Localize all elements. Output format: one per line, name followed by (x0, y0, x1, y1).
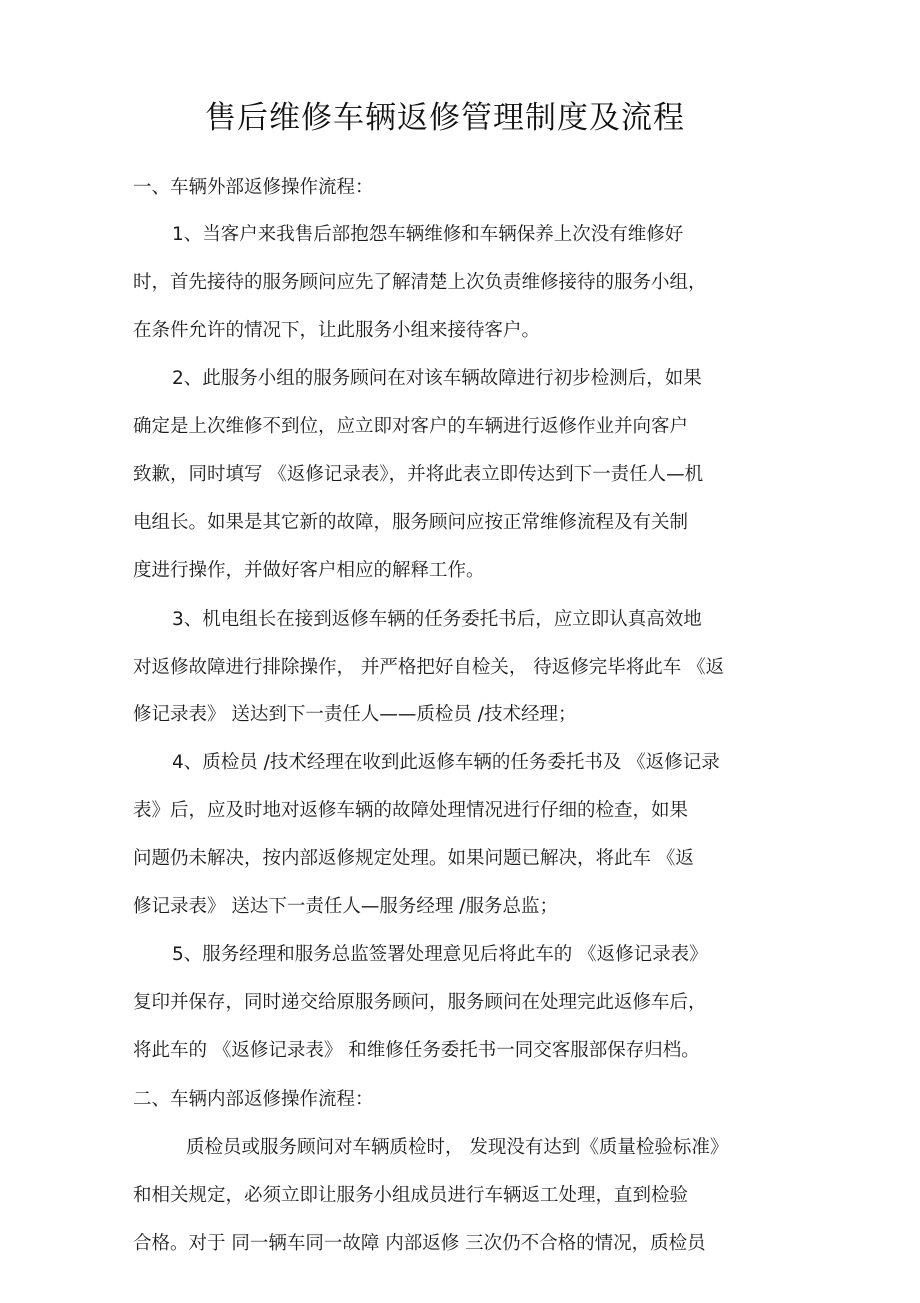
item-2-line-4: 电组长。如果是其它新的故障，服务顾问应按正常维修流程及有关制 (133, 512, 689, 533)
item-3-line-2: 对返修故障进行排除操作， 并严格把好自检关， 待返修完毕将此车 《返 (133, 657, 725, 678)
item-5-line-3: 将此车的 《返修记录表》 和维修任务委托书一同交客服部保存归档。 (133, 1040, 700, 1061)
section-2-line-1: 质检员或服务顾问对车辆质检时， 发现没有达到《质量检验标准》 (186, 1137, 729, 1158)
section-2-heading: 二、车辆内部返修操作流程： (133, 1089, 374, 1110)
item-5-line-1: 5、服务经理和服务总监签署处理意见后将此车的 《返修记录表》 (172, 944, 708, 965)
item-1-line-2: 时，首先接待的服务顾问应先了解清楚上次负责维修接待的服务小组， (133, 272, 707, 293)
item-4-line-1: 4、质检员 /技术经理在收到此返修车辆的任务委托书及 《返修记录 (172, 752, 720, 773)
section-2-line-3: 合格。对于 同一辆车同一故障 内部返修 三次仍不合格的情况，质检员 (133, 1233, 706, 1254)
item-2-line-1: 2、此服务小组的服务顾问在对该车辆故障进行初步检测后，如果 (172, 368, 702, 389)
item-1-line-1: 1、当客户来我售后部抱怨车辆维修和车辆保养上次没有维修好 (172, 224, 684, 245)
section-2-line-2: 和相关规定，必须立即让服务小组成员进行车辆返工处理，直到检验 (133, 1185, 689, 1206)
item-3-line-1: 3、机电组长在接到返修车辆的任务委托书后，应立即认真高效地 (172, 609, 702, 630)
item-4-line-3: 问题仍未解决，按内部返修规定处理。如果问题已解决，将此车 《返 (133, 848, 694, 869)
item-4-line-2: 表》后，应及时地对返修车辆的故障处理情况进行仔细的检查，如果 (133, 800, 689, 821)
item-3-line-3: 修记录表》 送达到下一责任人——质检员 /技术经理； (133, 704, 577, 725)
item-5-line-2: 复印并保存，同时递交给原服务顾问，服务顾问在处理完此返修车后， (133, 992, 707, 1013)
item-2-line-2: 确定是上次维修不到位，应立即对客户的车辆进行返修作业并向客户 (133, 416, 689, 437)
item-4-line-4: 修记录表》 送达下一责任人—服务经理 /服务总监； (133, 896, 558, 917)
item-2-line-3: 致歉，同时填写 《返修记录表》，并将此表立即传达到下一责任人—机 (133, 464, 704, 485)
document-title: 售后维修车辆返修管理制度及流程 (205, 100, 685, 136)
item-1-line-3: 在条件允许的情况下，让此服务小组来接待客户。 (133, 320, 541, 341)
item-2-line-5: 度进行操作，并做好客户相应的解释工作。 (133, 560, 485, 581)
section-1-heading: 一、车辆外部返修操作流程： (133, 177, 374, 198)
